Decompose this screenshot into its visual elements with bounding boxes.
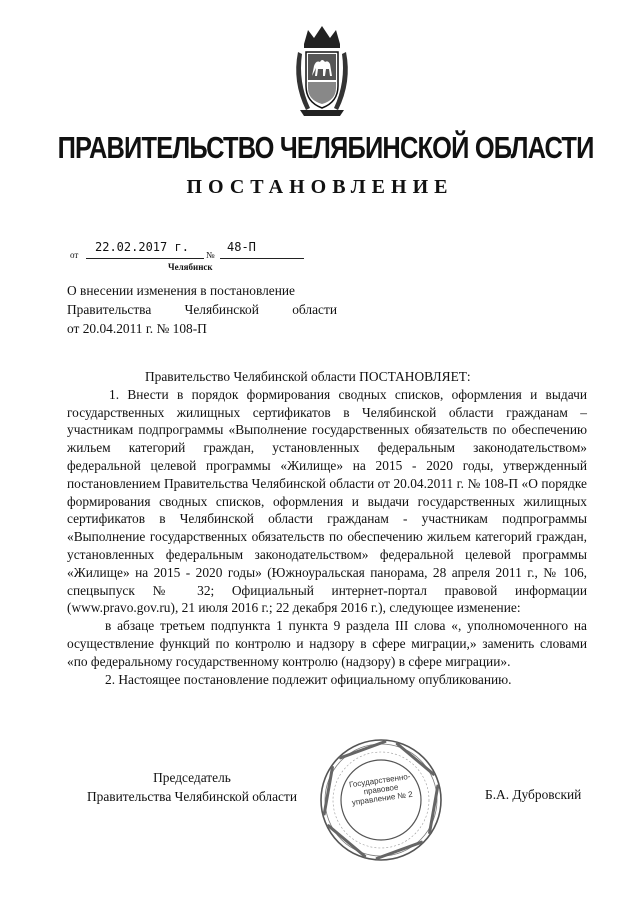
subject-line: от 20.04.2011 г. № 108-П xyxy=(67,321,207,336)
signatory-name: Б.А. Дубровский xyxy=(485,787,582,802)
paragraph-amendment: в абзаце третьем подпункта 1 пункта 9 раздела III слова «, уполномоченного на осуществление функций по контролю и надзору в сфере миграции,» заменить словами «по федеральному государственному контролю (надзору) в сфере миграции». xyxy=(67,618,587,669)
document-type-title: ПОСТАНОВЛЕНИЕ xyxy=(186,176,454,198)
coat-of-arms-emblem xyxy=(290,22,354,118)
number-prefix-label: № xyxy=(206,250,215,260)
document-subject xyxy=(67,281,337,338)
paragraph-1: 1. Внести в порядок формирования сводных списков, оформления и выдачи государственных жилищных сертификатов в Челябинской области гражданам – участникам подпрограммы «Выполнение государственных обязательств по обеспечению жильем категорий граждан, установленных федеральным законодательством» федеральной целевой программы «Жилище» на 2015 - 2020 годы, утвержденный постановлением Правительства Челябинской области от 20.04.2011 г. № 108-П «О порядке формирования сводных списков, оформления и выдачи государственных жилищных сертификатов в Челябинской области гражданам - участникам подпрограммы «Выполнение государственных обязательств по обеспечению жильем категорий граждан, установленных федеральным законодательством» федеральной целевой программы «Жилище» на 2015 - 2020 годы» (Южноуральская панорама, 28 апреля 2011 г., № 106, спецвыпуск № 32; Официальный интернет-портал правовой информации (www.pravo.gov.ru), 21 июля 2016 г.; 22 декабря 2016 г.), следующее изменение: xyxy=(67,386,587,616)
document-date: 22.02.2017 г. xyxy=(95,240,189,254)
signatory-title xyxy=(67,768,317,806)
document-city: Челябинск xyxy=(168,262,213,272)
document-body xyxy=(67,368,587,688)
paragraph-2: 2. Настоящее постановление подлежит официальному опубликованию. xyxy=(105,671,512,687)
date-prefix-label: от xyxy=(70,250,79,260)
seal-center-text: Государственно-правовое управление № 2 xyxy=(348,771,414,808)
number-underline xyxy=(220,258,304,259)
document-number: 48-П xyxy=(227,240,256,254)
subject-line: Правительства Челябинской области xyxy=(67,302,337,317)
signatory-title-line: Правительства Челябинской области xyxy=(87,789,297,804)
signatory-title-line: Председатель xyxy=(153,770,231,785)
resolution-intro: Правительство Челябинской области ПОСТАНОВЛЯЕТ: xyxy=(145,369,471,384)
organization-title: ПРАВИТЕЛЬСТВО ЧЕЛЯБИНСКОЙ ОБЛАСТИ xyxy=(57,130,594,165)
subject-line: О внесении изменения в постановление xyxy=(67,283,295,298)
date-underline xyxy=(86,258,204,259)
